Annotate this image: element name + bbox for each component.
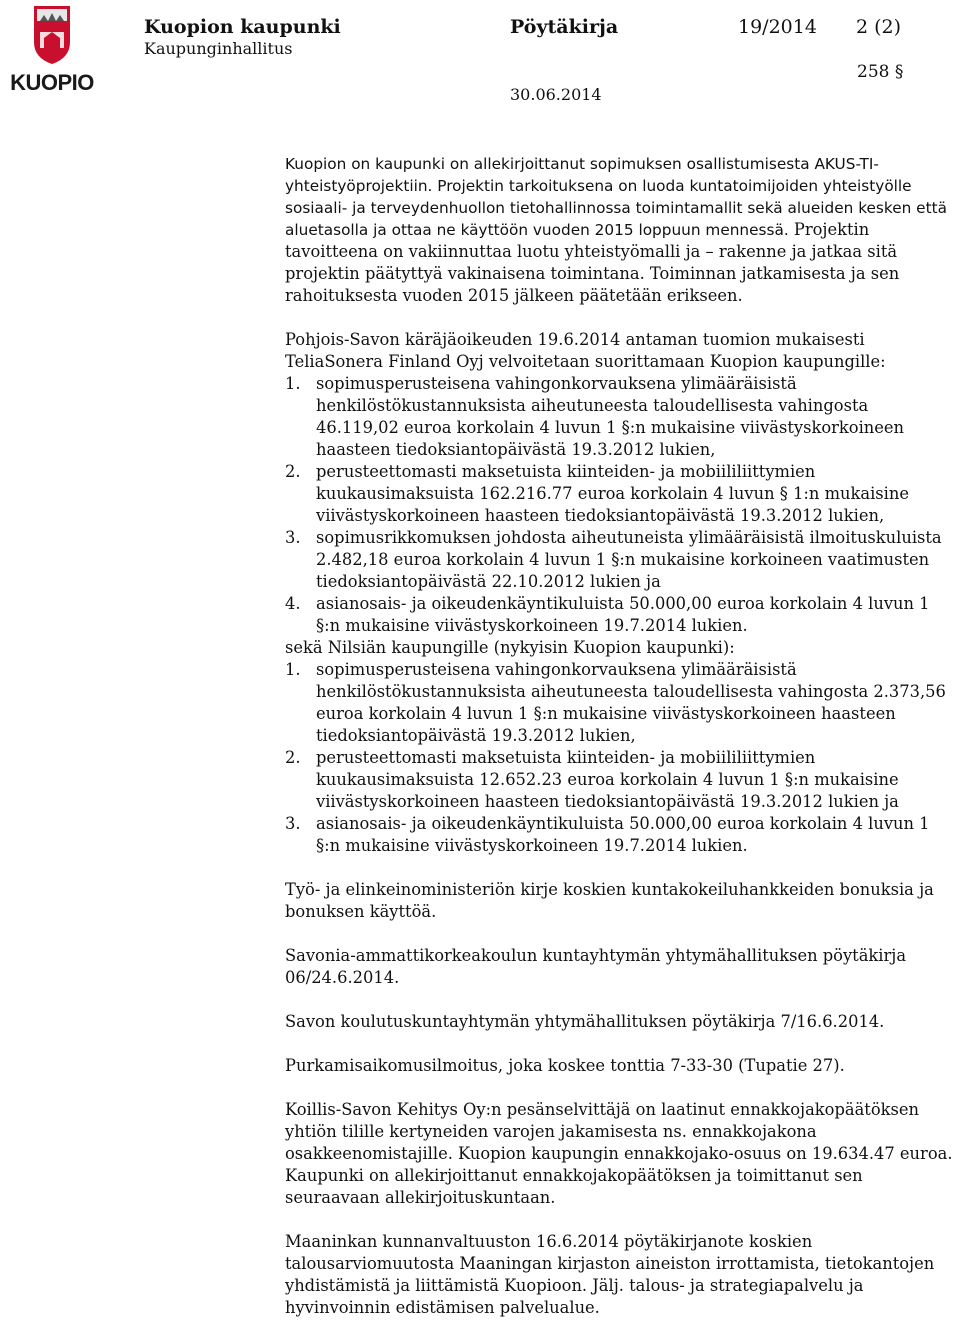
list-item-text: perusteettomasti maksetuista kiinteiden- ja mobiililiittymien kuukausimaksuista 12.652.23 euroa korkolain 4 luvun 1 §:n mukaisine viivästyskorkoineen haasteen tiedoksiantopäivästä 19.3.2012 lukien ja bbox=[316, 748, 899, 811]
paragraph-tem-letter: Työ- ja elinkeinoministeriön kirje koskien kuntakokeiluhankkeiden bonuksia ja bonuksen käyttöä. bbox=[285, 880, 934, 921]
list-item bbox=[285, 527, 953, 593]
paragraph-akusti-part2: Projektin tavoitteena on vakiinnuttaa luotu yhteistyömalli ja – rakenne ja jatkaa sitä projektin päätyttyä vakinaisena toimintana. Toiminnan jatkamisesta ja sen rahoituksesta vuoden 2015 jälkeen päätetään erikseen. bbox=[285, 220, 900, 305]
list-item bbox=[285, 659, 953, 747]
list-item-text: sopimusperusteisena vahingonkorvauksena ylimääräisistä henkilöstökustannuksista aiheutuneesta taloudellisesta vahingosta 46.119,02 euroa korkolain 4 luvun 1 §:n mukaisine viivästyskorkoineen haasteen tiedoksiantopäivästä 19.3.2012 lukien, bbox=[316, 374, 905, 459]
meeting-date: 30.06.2014 bbox=[510, 85, 602, 104]
list-item-text: sopimusperusteisena vahingonkorvauksena ylimääräisistä henkilöstökustannuksista aiheutuneesta taloudellisesta vahingosta 2.373,56 euroa korkolain 4 luvun 1 §:n mukaisine viivästyskorkoineen haasteen tiedoksiantopäivästä 19.3.2012 lukien, bbox=[316, 660, 946, 745]
list-item-number: 4. bbox=[285, 594, 301, 613]
list-item-text: asianosais- ja oikeudenkäyntikuluista 50.000,00 euroa korkolain 4 luvun 1 §:n mukaisine viivästyskorkoineen 19.7.2014 lukien. bbox=[316, 814, 930, 855]
logo-wordmark: KUOPIO bbox=[10, 70, 94, 95]
list-item-number: 3. bbox=[285, 814, 301, 833]
list-item bbox=[285, 373, 953, 461]
paragraph-akusti-part1: Kuopion on kaupunki on allekirjoittanut sopimuksen osallistumisesta AKUS-TI- yhteistyöprojektiin. Projektin tarkoituksena on luoda kuntatoimijoiden yhteistyölle sosiaali- ja terveydenhuollon tietohallinnossa toimintamallit sekä alueiden kesken että aluetasolla ja ottaa ne käyttöön vuoden 2015 loppuun mennessä. bbox=[285, 155, 947, 239]
org-name: Kuopion kaupunki bbox=[144, 16, 341, 38]
kuopio-logo bbox=[4, 4, 100, 96]
list-item bbox=[285, 813, 953, 857]
doc-number: 19/2014 bbox=[738, 16, 817, 38]
list-item bbox=[285, 461, 953, 527]
governing-body: Kaupunginhallitus bbox=[144, 39, 293, 58]
paragraph-koillis-savon: Koillis-Savon Kehitys Oy:n pesänselvittäjä on laatinut ennakkojakopäätöksen yhtiön tilille kertyneiden varojen jakamisesta ns. ennakkojakona osakkeenomistajille. Kuopion kaupungin ennakkojako-osuus on 19.634.47 euroa. Kaupunki on allekirjoittanut ennakkojakopäätöksen ja toimittanut sen seuraavaan allekirjoituskuntaan. bbox=[285, 1100, 953, 1207]
paragraph-maaninka: Maaninkan kunnanvaltuuston 16.6.2014 pöytäkirjanote koskien talousarviomuutosta Maaningan kirjaston aineiston irrottamista, tietokantojen yhdistämistä ja liittämistä Kuopioon. Jälj. talous- ja strategiapalvelu ja hyvinvoinnin edistämisen palvelualue. bbox=[285, 1232, 935, 1317]
list-item bbox=[285, 593, 953, 637]
paragraph-savonia: Savonia-ammattikorkeakoulun kuntayhtymän yhtymähallituksen pöytäkirja 06/24.6.2014. bbox=[285, 946, 907, 987]
list-item-number: 2. bbox=[285, 748, 301, 767]
list-item-number: 1. bbox=[285, 374, 301, 393]
coat-of-arms-icon bbox=[4, 4, 100, 96]
list-item bbox=[285, 747, 953, 813]
list-item-number: 3. bbox=[285, 528, 301, 547]
paragraph-akusti bbox=[285, 153, 953, 307]
list-item-text: asianosais- ja oikeudenkäyntikuluista 50.000,00 euroa korkolain 4 luvun 1 §:n mukaisine viivästyskorkoineen 19.7.2014 lukien. bbox=[316, 594, 930, 635]
list-item-number: 1. bbox=[285, 660, 301, 679]
paragraph-court-ruling: Pohjois-Savon käräjäoikeuden 19.6.2014 antaman tuomion mukaisesti TeliaSonera Finland Oyj velvoitetaan suorittamaan Kuopion kaupungille: bbox=[285, 330, 886, 371]
section-number: 258 § bbox=[857, 62, 904, 82]
paragraph-nilsia: sekä Nilsiän kaupungille (nykyisin Kuopion kaupunki): bbox=[285, 638, 735, 657]
document-body bbox=[285, 153, 953, 1319]
paragraph-demolition: Purkamisaikomusilmoitus, joka koskee tonttia 7-33-30 (Tupatie 27). bbox=[285, 1056, 845, 1075]
list-item-text: perusteettomasti maksetuista kiinteiden- ja mobiililiittymien kuukausimaksuista 162.216.77 euroa korkolain 4 luvun § 1:n mukaisine viivästyskorkoineen haasteen tiedoksiantopäivästä 19.3.2012 lukien, bbox=[316, 462, 909, 525]
list-item-number: 2. bbox=[285, 462, 301, 481]
list-kuopio-claims bbox=[285, 373, 953, 637]
page-number: 2 (2) bbox=[856, 16, 902, 38]
paragraph-savon-koulutus: Savon koulutuskuntayhtymän yhtymähallituksen pöytäkirja 7/16.6.2014. bbox=[285, 1012, 885, 1031]
list-item-text: sopimusrikkomuksen johdosta aiheutuneista ylimääräisistä ilmoituskuluista 2.482,18 euroa korkolain 4 luvun 1 §:n mukaisine korkoineen vaatimusten tiedoksiantopäivästä 22.10.2012 lukien ja bbox=[316, 528, 942, 591]
doc-type: Pöytäkirja bbox=[510, 16, 619, 38]
list-nilsia-claims bbox=[285, 659, 953, 857]
